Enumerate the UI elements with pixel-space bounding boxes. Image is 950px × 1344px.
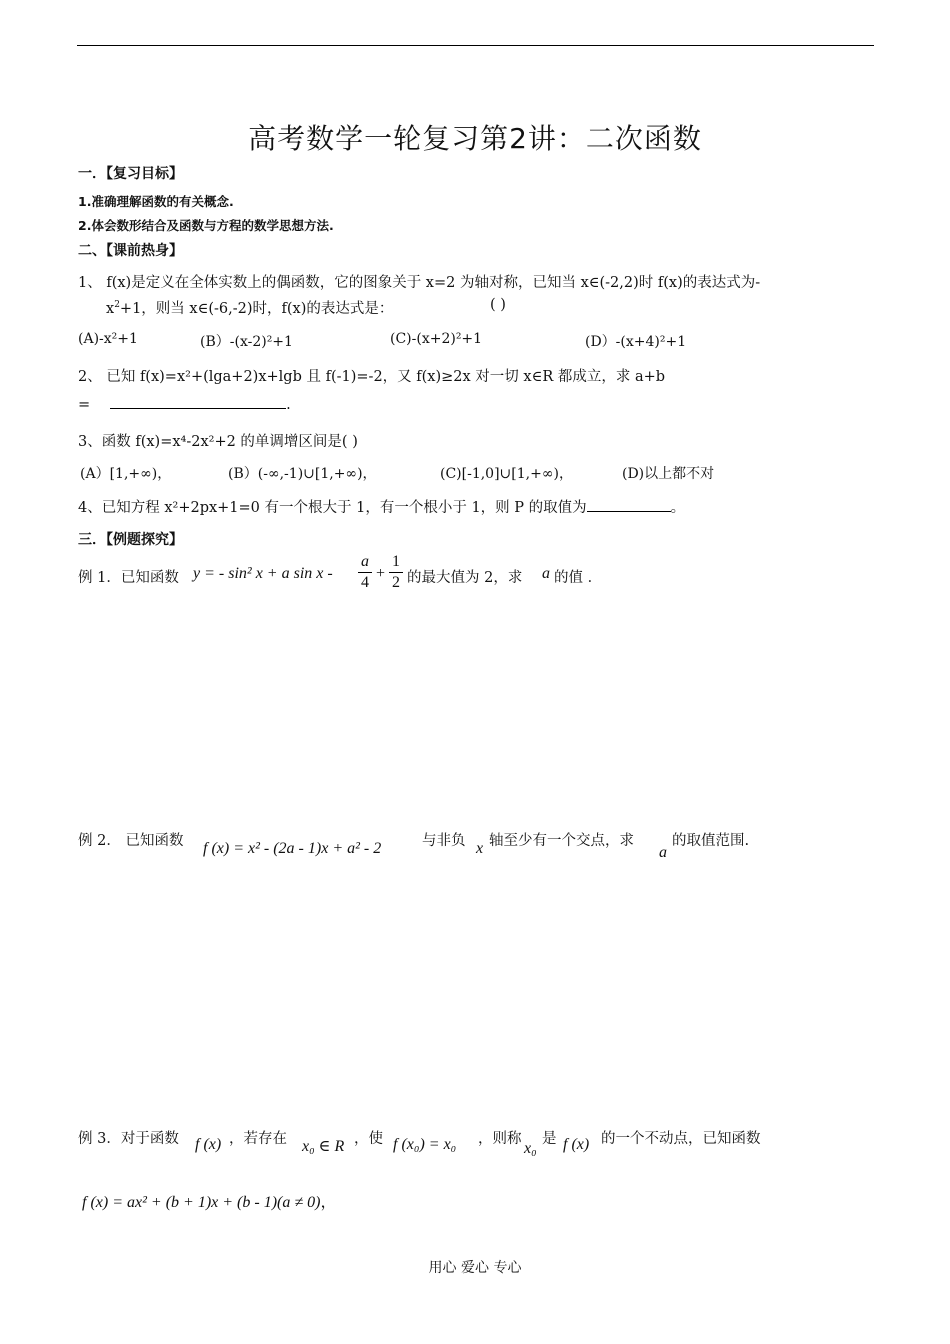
fraction-1-over-2: 1 2	[389, 553, 403, 592]
example-3-text: ，若存在	[229, 1131, 287, 1147]
option-c: (C)-(x+2)²+1	[390, 331, 483, 347]
example-3-label: 例 3．对于函数	[78, 1131, 179, 1147]
question-2-answer-line: = .	[78, 397, 291, 413]
example-1-end: 的值 ．	[554, 570, 603, 586]
example-3-text: 是	[542, 1131, 557, 1147]
option-c: (C)[-1,0]∪[1,+∞)，	[440, 466, 573, 482]
header-rule	[77, 45, 874, 46]
example-2-formula: f (x) = x² - (2a - 1)x + a² - 2	[203, 840, 382, 857]
variable-x: x	[476, 840, 484, 857]
question-1-text: 1、 f(x)是定义在全体实数上的偶函数，它的图象关于 x=2 为轴对称，已知当 x∈(-2,2)时 f(x)的表达式为-	[78, 275, 761, 291]
question-2-text: 2、 已知 f(x)=x²+(lga+2)x+lgb 且 f(-1)=-2，又 f(x)≥2x 对一切 x∈R 都成立，求 a+b	[78, 369, 666, 385]
variable-a: a	[542, 565, 550, 582]
x0-in-R: x₀ ∈ R	[302, 1138, 345, 1155]
function-fx: f (x)	[195, 1136, 222, 1153]
section-heading-warmup: 二、【课前热身】	[78, 243, 183, 259]
fixed-point-equation: f (x₀) = x₀	[393, 1136, 457, 1153]
section-heading-examples: 三．【例题探究】	[78, 532, 183, 548]
example-2-text: 与非负	[422, 833, 466, 849]
question-4-text: 4、已知方程 x²+2px+1=0 有一个根大于 1，有一个根小于 1，则 P 的取值为 。	[78, 500, 686, 516]
example-2-label: 例 2． 已知函数	[78, 833, 184, 849]
plus-sign: +	[376, 565, 386, 582]
example-1-label: 例 1．已知函数	[78, 570, 179, 586]
x0: x₀	[524, 1140, 537, 1157]
fraction-a-over-4: a 4	[358, 553, 372, 592]
goal-item: 1.准确理解函数的有关概念.	[78, 194, 234, 209]
example-2-text-2: 轴至少有一个交点，求	[489, 833, 634, 849]
function-fx: f (x)	[563, 1136, 590, 1153]
section-heading-goals: 一．【复习目标】	[78, 166, 183, 182]
example-3-text: ，则称	[478, 1131, 522, 1147]
example-3-text: ，使	[354, 1131, 383, 1147]
page-footer: 用心 爱心 专心	[428, 1260, 522, 1276]
option-a: (A）[1,+∞)，	[80, 466, 172, 482]
question-1-text-cont: $x^2+1$，则当 x∈(-6,-2)时，f(x)的表达式是：	[106, 300, 394, 317]
option-a: (A)-x²+1	[78, 331, 138, 347]
question-3-text: 3、函数 f(x)=x⁴-2x²+2 的单调增区间是( )	[78, 434, 358, 450]
example-1-formula: y = - sin² x + a sin x -	[193, 565, 333, 582]
example-2-end: 的取值范围.	[672, 833, 750, 849]
option-d: (D)以上都不对	[622, 466, 715, 482]
goal-item: 2.体会数形结合及函数与方程的数学思想方法.	[78, 218, 334, 233]
example-3-text: 的一个不动点，已知函数	[601, 1131, 761, 1147]
answer-paren: ( )	[490, 297, 506, 313]
example-1-text: 的最大值为 2，求	[407, 570, 523, 586]
option-d: (D）-(x+4)²+1	[585, 334, 687, 350]
example-3-formula: f (x) = ax² + (b + 1)x + (b - 1)(a ≠ 0)，	[82, 1194, 337, 1211]
page-title: 高考数学一轮复习第2讲：二次函数	[248, 122, 702, 155]
variable-a: a	[659, 844, 667, 861]
option-b: (B）(-∞,-1)∪[1,+∞)，	[228, 466, 377, 482]
option-b: (B）-(x-2)²+1	[200, 334, 293, 350]
